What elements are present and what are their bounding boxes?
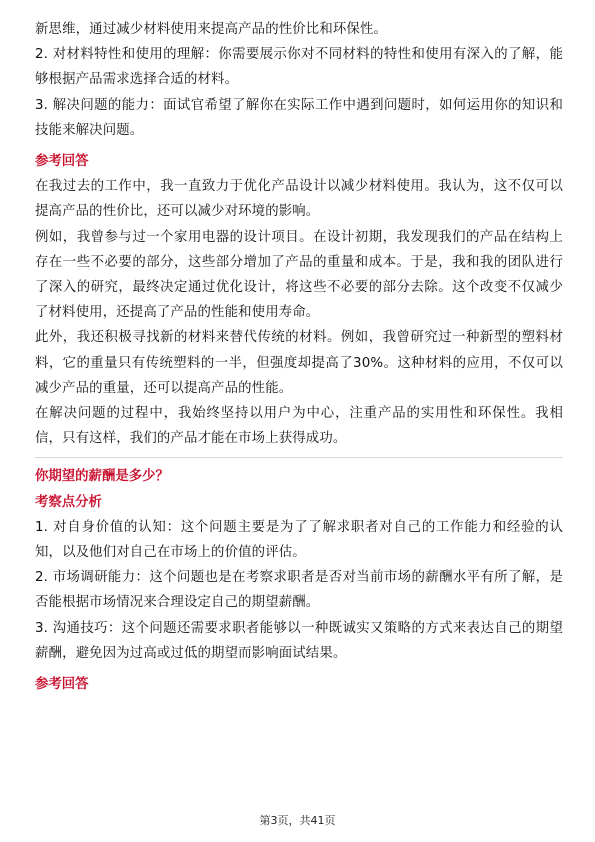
section-divider [35, 457, 563, 458]
list-item: 1. 对自身价值的认知：这个问题主要是为了了解求职者对自己的工作能力和经验的认知，以及他们对自己在市场上的价值的评估。 [35, 519, 563, 561]
page-number: 第3页，共41页 [259, 814, 336, 827]
list-item: 3. 沟通技巧：这个问题还需要求职者能够以一种既诚实又策略的方式来表达自己的期望薪酬，避免因为过高或过低的期望而影响面试结果。 [35, 620, 563, 661]
list-item: 2. 对材料特性和使用的理解：你需要展示你对不同材料的特性和使用有深入的了解，能够根据产品需求选择合适的材料。 [35, 47, 563, 88]
list-item: 3. 解决问题的能力：面试官希望了解你在实际工作中遇到问题时，如何运用你的知识和技能来解决问题。 [35, 97, 563, 138]
answer-paragraph: 在我过去的工作中，我一直致力于优化产品设计以减少材料使用。我认为，这不仅可以提高产品的性价比，还可以减少对环境的影响。 [35, 179, 563, 220]
reference-answer-heading: 参考回答 [35, 677, 89, 693]
reference-answer-heading: 参考回答 [35, 154, 89, 170]
analysis-heading: 考察点分析 [35, 494, 102, 510]
continued-text: 新思维，通过减少材料使用来提高产品的性价比和环保性。 [35, 22, 388, 37]
page-content [35, 17, 563, 697]
list-item: 2. 市场调研能力：这个问题也是在考察求职者是否对当前市场的薪酬水平有所了解，是否能根据市场情况来合理设定自己的期望薪酬。 [35, 570, 563, 611]
answer-paragraph: 在解决问题的过程中，我始终坚持以用户为中心，注重产品的实用性和环保性。我相信，只有这样，我们的产品才能在市场上获得成功。 [35, 406, 563, 447]
question-heading: 你期望的薪酬是多少？ [35, 469, 169, 485]
answer-paragraph: 例如，我曾参与过一个家用电器的设计项目。在设计初期，我发现我们的产品在结构上存在一些不必要的部分，这些部分增加了产品的重量和成本。于是，我和我的团队进行了深入的研究，最终决定通过优化设计，将这些不必要的部分去除。这个改变不仅减少了材料使用，还提高了产品的性能和使用寿命。 [35, 229, 563, 321]
answer-paragraph: 此外，我还积极寻找新的材料来替代传统的材料。例如，我曾研究过一种新型的塑料材料，它的重量只有传统塑料的一半，但强度却提高了30%。这种材料的应用，不仅可以减少产品的重量，还可以提高产品的性能。 [35, 330, 563, 396]
